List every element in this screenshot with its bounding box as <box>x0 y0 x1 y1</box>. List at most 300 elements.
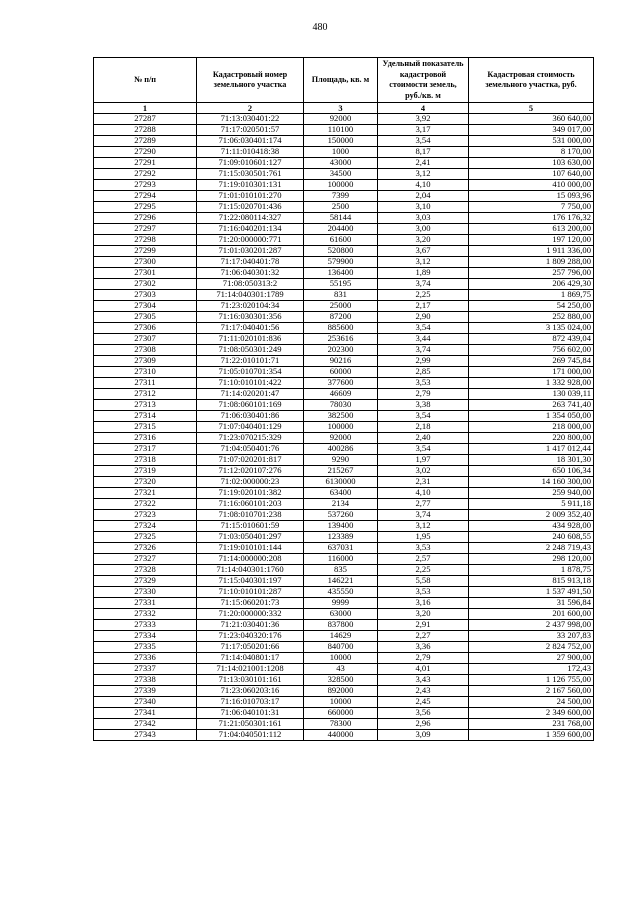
cell-row-number: 27328 <box>94 565 197 576</box>
cell-cadastral-value: 2 349 600,00 <box>469 708 594 719</box>
table-row <box>94 477 594 488</box>
cell-specific-value: 2,18 <box>378 422 469 433</box>
cell-specific-value: 2,25 <box>378 565 469 576</box>
table-row <box>94 202 594 213</box>
column-number: 4 <box>378 103 469 114</box>
cell-specific-value: 3,74 <box>378 279 469 290</box>
cell-specific-value: 3,20 <box>378 609 469 620</box>
table-row <box>94 620 594 631</box>
cell-row-number: 27312 <box>94 389 197 400</box>
header-area: Площадь, кв. м <box>304 58 378 103</box>
cell-row-number: 27317 <box>94 444 197 455</box>
table-row <box>94 697 594 708</box>
cell-row-number: 27301 <box>94 268 197 279</box>
cell-row-number: 27291 <box>94 158 197 169</box>
cell-row-number: 27327 <box>94 554 197 565</box>
cell-area: 435550 <box>304 587 378 598</box>
cell-cadastral-number: 71:06:040101:31 <box>197 708 304 719</box>
cell-row-number: 27319 <box>94 466 197 477</box>
cell-area: 139400 <box>304 521 378 532</box>
cell-row-number: 27292 <box>94 169 197 180</box>
cell-area: 110100 <box>304 125 378 136</box>
table-row <box>94 323 594 334</box>
header-specific-value: Удельный показатель кадастровой стоимости земель, руб./кв. м <box>378 58 469 103</box>
cell-cadastral-value: 2 167 560,00 <box>469 686 594 697</box>
cell-area: 46609 <box>304 389 378 400</box>
table-row <box>94 367 594 378</box>
cell-cadastral-number: 71:08:010701:238 <box>197 510 304 521</box>
cell-cadastral-number: 71:17:040401:78 <box>197 257 304 268</box>
cell-specific-value: 3,03 <box>378 213 469 224</box>
table-row <box>94 543 594 554</box>
cell-cadastral-value: 171 000,00 <box>469 367 594 378</box>
table-body <box>94 114 594 741</box>
cell-cadastral-number: 71:15:040301:197 <box>197 576 304 587</box>
table-row <box>94 378 594 389</box>
cell-cadastral-value: 872 439,04 <box>469 334 594 345</box>
cell-specific-value: 3,20 <box>378 235 469 246</box>
cell-cadastral-value: 1 809 288,00 <box>469 257 594 268</box>
cell-cadastral-value: 206 429,30 <box>469 279 594 290</box>
table-row <box>94 686 594 697</box>
cell-cadastral-number: 71:20:000000:771 <box>197 235 304 246</box>
cell-specific-value: 8,17 <box>378 147 469 158</box>
cell-row-number: 27287 <box>94 114 197 125</box>
cell-cadastral-number: 71:12:020107:276 <box>197 466 304 477</box>
cell-specific-value: 3,00 <box>378 224 469 235</box>
cell-cadastral-value: 172,43 <box>469 664 594 675</box>
cell-area: 100000 <box>304 422 378 433</box>
cell-cadastral-value: 201 600,00 <box>469 609 594 620</box>
cell-specific-value: 3,16 <box>378 598 469 609</box>
cell-area: 660000 <box>304 708 378 719</box>
cell-cadastral-value: 176 176,32 <box>469 213 594 224</box>
cell-specific-value: 3,12 <box>378 169 469 180</box>
table-column-numbers-row <box>94 103 594 114</box>
cell-cadastral-number: 71:09:010601:127 <box>197 158 304 169</box>
cell-area: 6130000 <box>304 477 378 488</box>
cell-specific-value: 3,38 <box>378 400 469 411</box>
cell-row-number: 27308 <box>94 345 197 356</box>
table-row <box>94 411 594 422</box>
cell-cadastral-value: 360 640,00 <box>469 114 594 125</box>
cell-cadastral-number: 71:14:040801:17 <box>197 653 304 664</box>
cell-row-number: 27339 <box>94 686 197 697</box>
cell-cadastral-number: 71:14:040301:1789 <box>197 290 304 301</box>
cell-cadastral-value: 7 750,00 <box>469 202 594 213</box>
cell-cadastral-number: 71:14:020201:47 <box>197 389 304 400</box>
page-number: 480 <box>312 22 328 33</box>
table-row <box>94 631 594 642</box>
cell-specific-value: 3,74 <box>378 510 469 521</box>
cell-cadastral-value: 2 824 752,00 <box>469 642 594 653</box>
cell-cadastral-value: 1 332 928,00 <box>469 378 594 389</box>
cell-specific-value: 1,97 <box>378 455 469 466</box>
cell-area: 892000 <box>304 686 378 697</box>
cell-row-number: 27310 <box>94 367 197 378</box>
table-row <box>94 356 594 367</box>
table-row <box>94 246 594 257</box>
cell-cadastral-number: 71:16:030301:356 <box>197 312 304 323</box>
cell-cadastral-number: 71:14:040301:1760 <box>197 565 304 576</box>
table-row <box>94 466 594 477</box>
cell-cadastral-number: 71:07:040401:129 <box>197 422 304 433</box>
cell-area: 10000 <box>304 653 378 664</box>
cell-specific-value: 2,91 <box>378 620 469 631</box>
cell-specific-value: 2,25 <box>378 290 469 301</box>
table-row <box>94 664 594 675</box>
cell-row-number: 27340 <box>94 697 197 708</box>
cell-area: 837800 <box>304 620 378 631</box>
cell-row-number: 27322 <box>94 499 197 510</box>
cell-row-number: 27313 <box>94 400 197 411</box>
table-row <box>94 433 594 444</box>
cell-cadastral-number: 71:08:060101:169 <box>197 400 304 411</box>
cell-cadastral-number: 71:21:030401:36 <box>197 620 304 631</box>
cell-specific-value: 3,36 <box>378 642 469 653</box>
cell-specific-value: 2,43 <box>378 686 469 697</box>
table-row <box>94 730 594 741</box>
table-row <box>94 224 594 235</box>
cell-area: 63000 <box>304 609 378 620</box>
cell-cadastral-value: 8 170,00 <box>469 147 594 158</box>
cell-specific-value: 3,09 <box>378 730 469 741</box>
cell-cadastral-number: 71:06:030401:86 <box>197 411 304 422</box>
cell-specific-value: 3,56 <box>378 708 469 719</box>
cell-area: 382500 <box>304 411 378 422</box>
cell-area: 123389 <box>304 532 378 543</box>
cell-cadastral-number: 71:21:050301:161 <box>197 719 304 730</box>
cell-area: 60000 <box>304 367 378 378</box>
cell-cadastral-value: 220 800,00 <box>469 433 594 444</box>
cell-cadastral-value: 1 878,75 <box>469 565 594 576</box>
table-row <box>94 444 594 455</box>
cell-row-number: 27330 <box>94 587 197 598</box>
cell-cadastral-value: 263 741,40 <box>469 400 594 411</box>
cell-cadastral-value: 31 596,84 <box>469 598 594 609</box>
cell-area: 150000 <box>304 136 378 147</box>
table-row <box>94 521 594 532</box>
table-row <box>94 158 594 169</box>
cell-area: 10000 <box>304 697 378 708</box>
cell-area: 537260 <box>304 510 378 521</box>
cell-row-number: 27305 <box>94 312 197 323</box>
cell-row-number: 27315 <box>94 422 197 433</box>
cell-area: 215267 <box>304 466 378 477</box>
cell-cadastral-value: 14 160 300,00 <box>469 477 594 488</box>
cell-row-number: 27294 <box>94 191 197 202</box>
cell-row-number: 27316 <box>94 433 197 444</box>
cell-cadastral-value: 434 928,00 <box>469 521 594 532</box>
cell-cadastral-number: 71:05:010701:354 <box>197 367 304 378</box>
cell-row-number: 27307 <box>94 334 197 345</box>
cell-specific-value: 4,10 <box>378 488 469 499</box>
cell-row-number: 27309 <box>94 356 197 367</box>
cell-cadastral-value: 1 126 755,00 <box>469 675 594 686</box>
table-row <box>94 213 594 224</box>
column-number: 1 <box>94 103 197 114</box>
cell-specific-value: 3,54 <box>378 411 469 422</box>
cell-row-number: 27343 <box>94 730 197 741</box>
column-number: 2 <box>197 103 304 114</box>
cell-area: 840700 <box>304 642 378 653</box>
table-row <box>94 598 594 609</box>
cell-cadastral-value: 3 135 024,00 <box>469 323 594 334</box>
table-row <box>94 235 594 246</box>
cell-row-number: 27341 <box>94 708 197 719</box>
cell-cadastral-number: 71:15:010601:59 <box>197 521 304 532</box>
cell-row-number: 27303 <box>94 290 197 301</box>
cell-cadastral-number: 71:23:040320:176 <box>197 631 304 642</box>
cell-specific-value: 2,90 <box>378 312 469 323</box>
cell-row-number: 27326 <box>94 543 197 554</box>
table-row <box>94 565 594 576</box>
cell-row-number: 27314 <box>94 411 197 422</box>
cell-specific-value: 1,89 <box>378 268 469 279</box>
cell-specific-value: 4,01 <box>378 664 469 675</box>
cell-cadastral-value: 349 017,00 <box>469 125 594 136</box>
cell-row-number: 27324 <box>94 521 197 532</box>
cell-cadastral-number: 71:02:000000:23 <box>197 477 304 488</box>
column-number: 5 <box>469 103 594 114</box>
cell-cadastral-number: 71:23:020104:34 <box>197 301 304 312</box>
cell-row-number: 27335 <box>94 642 197 653</box>
cell-cadastral-number: 71:16:060101:203 <box>197 499 304 510</box>
cell-cadastral-value: 33 207,83 <box>469 631 594 642</box>
cell-specific-value: 2,31 <box>378 477 469 488</box>
cell-specific-value: 2,57 <box>378 554 469 565</box>
cell-specific-value: 3,44 <box>378 334 469 345</box>
table-row <box>94 169 594 180</box>
cell-cadastral-number: 71:20:000000:332 <box>197 609 304 620</box>
cell-area: 328500 <box>304 675 378 686</box>
cell-cadastral-value: 218 000,00 <box>469 422 594 433</box>
cell-specific-value: 3,53 <box>378 543 469 554</box>
cell-specific-value: 2,96 <box>378 719 469 730</box>
cell-specific-value: 3,02 <box>378 466 469 477</box>
cell-row-number: 27288 <box>94 125 197 136</box>
cell-row-number: 27337 <box>94 664 197 675</box>
cell-specific-value: 2,40 <box>378 433 469 444</box>
cell-cadastral-value: 650 106,34 <box>469 466 594 477</box>
cell-specific-value: 3,54 <box>378 323 469 334</box>
table-row <box>94 422 594 433</box>
cell-specific-value: 2,99 <box>378 356 469 367</box>
cell-specific-value: 3,53 <box>378 378 469 389</box>
cell-row-number: 27302 <box>94 279 197 290</box>
cell-cadastral-value: 18 301,30 <box>469 455 594 466</box>
cell-cadastral-value: 2 437 998,00 <box>469 620 594 631</box>
cell-area: 2500 <box>304 202 378 213</box>
cell-area: 43 <box>304 664 378 675</box>
cell-area: 831 <box>304 290 378 301</box>
cell-area: 253616 <box>304 334 378 345</box>
cell-cadastral-number: 71:17:040401:56 <box>197 323 304 334</box>
cell-cadastral-value: 815 913,18 <box>469 576 594 587</box>
cell-cadastral-value: 240 608,55 <box>469 532 594 543</box>
cell-row-number: 27311 <box>94 378 197 389</box>
cell-cadastral-number: 71:15:030501:761 <box>197 169 304 180</box>
cell-cadastral-value: 613 200,00 <box>469 224 594 235</box>
cell-cadastral-value: 257 796,00 <box>469 268 594 279</box>
cell-cadastral-value: 5 911,18 <box>469 499 594 510</box>
cell-specific-value: 2,41 <box>378 158 469 169</box>
cell-cadastral-number: 71:19:010301:131 <box>197 180 304 191</box>
cell-cadastral-number: 71:06:040301:32 <box>197 268 304 279</box>
cell-cadastral-value: 1 359 600,00 <box>469 730 594 741</box>
cell-cadastral-value: 54 250,00 <box>469 301 594 312</box>
cell-cadastral-number: 71:14:000000:208 <box>197 554 304 565</box>
table-row <box>94 400 594 411</box>
cell-specific-value: 3,54 <box>378 444 469 455</box>
cell-row-number: 27325 <box>94 532 197 543</box>
table-row <box>94 719 594 730</box>
cell-cadastral-number: 71:13:030101:161 <box>197 675 304 686</box>
cell-area: 204400 <box>304 224 378 235</box>
table-row <box>94 114 594 125</box>
cell-cadastral-value: 756 602,00 <box>469 345 594 356</box>
cell-specific-value: 3,12 <box>378 521 469 532</box>
cell-specific-value: 3,53 <box>378 587 469 598</box>
cell-specific-value: 5,58 <box>378 576 469 587</box>
cell-specific-value: 3,92 <box>378 114 469 125</box>
cell-specific-value: 3,10 <box>378 202 469 213</box>
cell-cadastral-number: 71:19:010101:144 <box>197 543 304 554</box>
header-cadastral-value: Кадастровая стоимость земельного участка, руб. <box>469 58 594 103</box>
cell-cadastral-value: 231 768,00 <box>469 719 594 730</box>
cell-cadastral-number: 71:19:020101:382 <box>197 488 304 499</box>
cell-row-number: 27297 <box>94 224 197 235</box>
cell-row-number: 27334 <box>94 631 197 642</box>
cell-specific-value: 3,54 <box>378 136 469 147</box>
cell-row-number: 27320 <box>94 477 197 488</box>
cell-specific-value: 3,74 <box>378 345 469 356</box>
cell-cadastral-value: 1 869,75 <box>469 290 594 301</box>
cell-area: 9290 <box>304 455 378 466</box>
table-row <box>94 554 594 565</box>
cell-cadastral-value: 27 900,00 <box>469 653 594 664</box>
cell-specific-value: 2,27 <box>378 631 469 642</box>
table-row <box>94 455 594 466</box>
cell-row-number: 27331 <box>94 598 197 609</box>
cell-row-number: 27338 <box>94 675 197 686</box>
cell-area: 377600 <box>304 378 378 389</box>
table-row <box>94 488 594 499</box>
table-row <box>94 675 594 686</box>
cell-area: 146221 <box>304 576 378 587</box>
cell-area: 637031 <box>304 543 378 554</box>
table-row <box>94 510 594 521</box>
cell-row-number: 27323 <box>94 510 197 521</box>
cell-cadastral-number: 71:04:050401:76 <box>197 444 304 455</box>
table-row <box>94 312 594 323</box>
cell-cadastral-number: 71:08:050313:2 <box>197 279 304 290</box>
table-row <box>94 532 594 543</box>
cell-row-number: 27300 <box>94 257 197 268</box>
cell-area: 202300 <box>304 345 378 356</box>
cell-cadastral-number: 71:11:010418:38 <box>197 147 304 158</box>
cell-area: 78030 <box>304 400 378 411</box>
cell-area: 43000 <box>304 158 378 169</box>
cell-row-number: 27290 <box>94 147 197 158</box>
cell-cadastral-number: 71:15:060201:73 <box>197 598 304 609</box>
cell-cadastral-value: 1 354 050,00 <box>469 411 594 422</box>
cell-cadastral-number: 71:13:030401:22 <box>197 114 304 125</box>
cell-area: 61600 <box>304 235 378 246</box>
cell-area: 14629 <box>304 631 378 642</box>
table-row <box>94 708 594 719</box>
cell-row-number: 27336 <box>94 653 197 664</box>
cell-area: 885600 <box>304 323 378 334</box>
cell-cadastral-value: 1 911 336,00 <box>469 246 594 257</box>
cell-cadastral-value: 103 630,00 <box>469 158 594 169</box>
cell-cadastral-value: 24 500,00 <box>469 697 594 708</box>
cell-row-number: 27342 <box>94 719 197 730</box>
table-row <box>94 279 594 290</box>
table-row <box>94 268 594 279</box>
cell-cadastral-number: 71:11:020101:836 <box>197 334 304 345</box>
cell-area: 100000 <box>304 180 378 191</box>
cell-area: 400286 <box>304 444 378 455</box>
table-row <box>94 499 594 510</box>
cell-cadastral-value: 252 880,00 <box>469 312 594 323</box>
cell-cadastral-number: 71:10:010101:422 <box>197 378 304 389</box>
cell-cadastral-number: 71:08:050301:249 <box>197 345 304 356</box>
cell-specific-value: 4,10 <box>378 180 469 191</box>
cell-cadastral-value: 259 940,00 <box>469 488 594 499</box>
cell-cadastral-value: 1 417 012,44 <box>469 444 594 455</box>
cell-row-number: 27299 <box>94 246 197 257</box>
header-cadastral-number: Кадастровый номер земельного участка <box>197 58 304 103</box>
cell-area: 9999 <box>304 598 378 609</box>
cell-cadastral-value: 2 009 352,40 <box>469 510 594 521</box>
cell-area: 55195 <box>304 279 378 290</box>
cell-row-number: 27298 <box>94 235 197 246</box>
cell-area: 92000 <box>304 114 378 125</box>
cell-specific-value: 3,43 <box>378 675 469 686</box>
cell-area: 78300 <box>304 719 378 730</box>
table-row <box>94 191 594 202</box>
table-row <box>94 345 594 356</box>
table-row <box>94 389 594 400</box>
cell-row-number: 27332 <box>94 609 197 620</box>
cell-cadastral-number: 71:22:010101:71 <box>197 356 304 367</box>
cell-area: 835 <box>304 565 378 576</box>
cell-row-number: 27306 <box>94 323 197 334</box>
cell-specific-value: 2,45 <box>378 697 469 708</box>
cell-cadastral-number: 71:01:030201:287 <box>197 246 304 257</box>
cell-area: 63400 <box>304 488 378 499</box>
cell-row-number: 27333 <box>94 620 197 631</box>
cell-cadastral-number: 71:03:050401:297 <box>197 532 304 543</box>
cell-cadastral-number: 71:15:020701:436 <box>197 202 304 213</box>
cell-specific-value: 3,17 <box>378 125 469 136</box>
cell-cadastral-number: 71:16:010703:17 <box>197 697 304 708</box>
cell-specific-value: 3,12 <box>378 257 469 268</box>
cell-specific-value: 2,77 <box>378 499 469 510</box>
cell-cadastral-value: 269 745,84 <box>469 356 594 367</box>
table-row <box>94 290 594 301</box>
cell-area: 58144 <box>304 213 378 224</box>
table-row <box>94 257 594 268</box>
cell-cadastral-number: 71:06:030401:174 <box>197 136 304 147</box>
cell-cadastral-value: 107 640,00 <box>469 169 594 180</box>
cell-area: 136400 <box>304 268 378 279</box>
cell-row-number: 27321 <box>94 488 197 499</box>
cell-row-number: 27329 <box>94 576 197 587</box>
cell-specific-value: 2,04 <box>378 191 469 202</box>
cell-cadastral-number: 71:04:040501:112 <box>197 730 304 741</box>
